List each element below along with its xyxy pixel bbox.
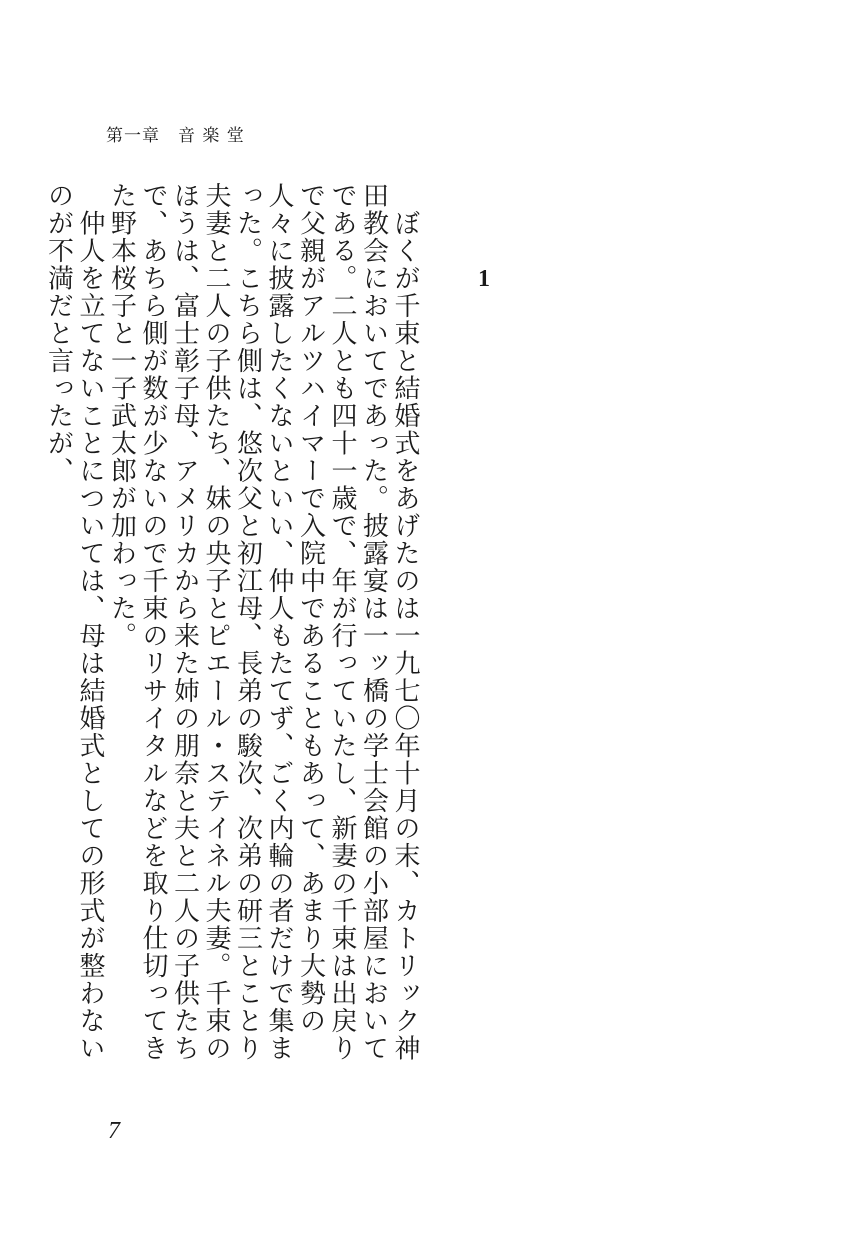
chapter-number: 1	[478, 266, 490, 292]
running-head: 第一章 音 楽 堂	[106, 126, 245, 146]
page-number: 7	[108, 1118, 120, 1144]
paragraph-1: ぼくが千束と結婚式をあげたのは一九七〇年十月の末、カトリック神田教会においてであった。披露宴は一ッ橋の学士会館の小部屋においてである。二人とも四十一歳で、年が行っていたし、新妻の千束は出戻りで父親がアルツハイマーで入院中であることもあって、あまり大勢の人々に披露したくないといい、仲人もたてず、ごく内輪の者だけで集まった。こちら側は、悠次父と初江母、長弟の駿次、次弟の研三とことり夫妻と二人の子供たち、妹の央子とピエール・ステイネル夫妻。千束のほうは、富士彰子母、アメリカから来た姉の朋奈と夫と二人の子供たちで、あちら側が数が少ないので千束のリサイタルなどを取り仕切ってきた野本桜子と一子武太郎が加わった。	[106, 182, 420, 1062]
paragraph-2: 仲人を立てないことについては、母は結婚式としての形式が整わないのが不満だと言ったが、	[43, 182, 105, 1062]
body-text	[43, 182, 420, 1062]
